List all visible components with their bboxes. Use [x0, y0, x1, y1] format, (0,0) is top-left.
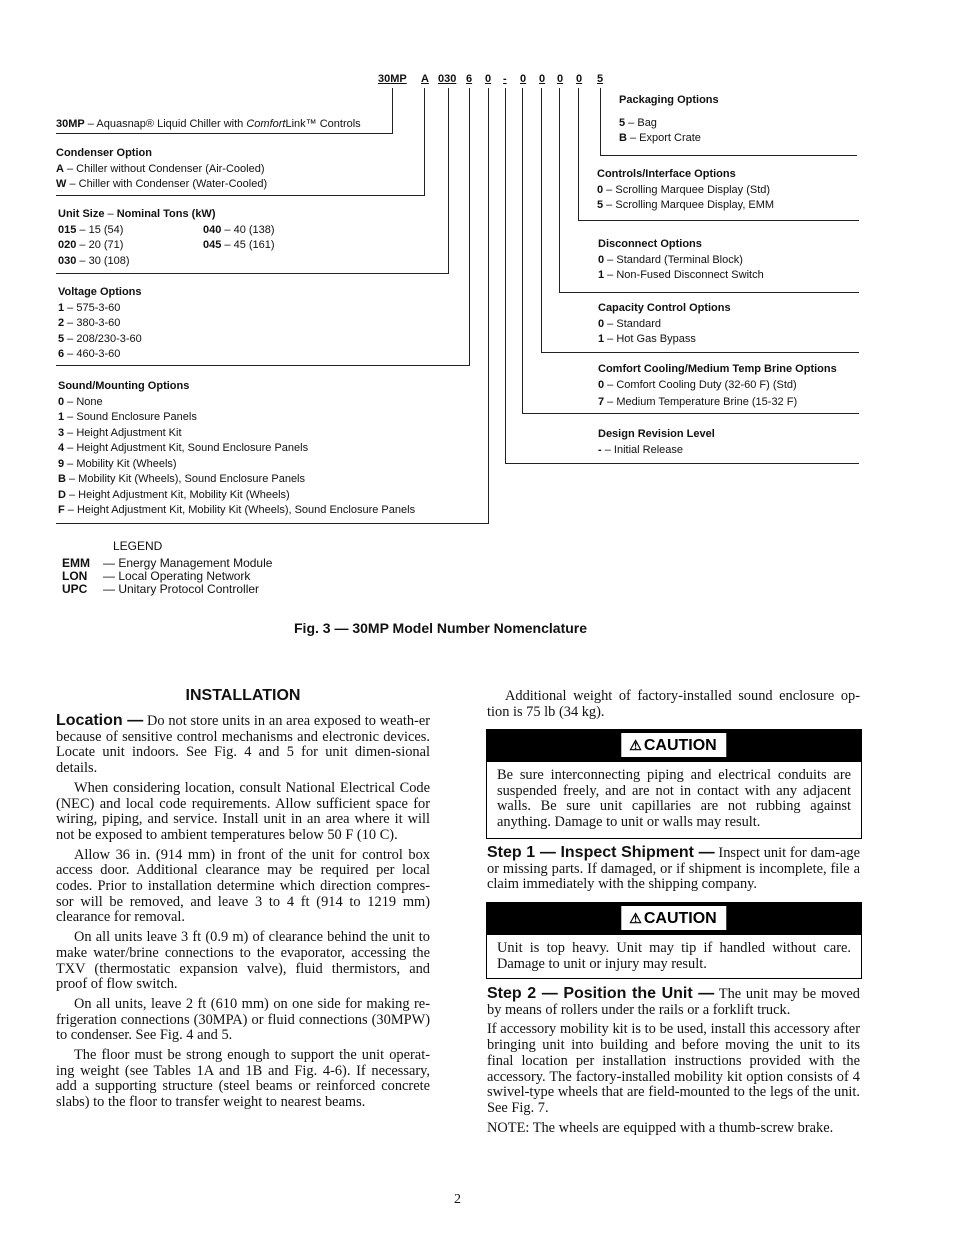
option-item: 020 – 20 (71) [58, 239, 124, 251]
code-condenser: A [421, 73, 429, 85]
warning-icon: ⚠ [629, 910, 642, 926]
leader-line [488, 88, 489, 524]
caution-box [486, 729, 862, 839]
body-paragraph: On all units leave 3 ft (0.9 m) of clearance behind the unit to make water/brine connections to the evaporator, accessing the TXV (thermostatic expansion valve), fluid thermistors, and proof of flow switch. [56, 929, 430, 993]
code-capacity: 0 [539, 73, 546, 85]
controls-title: Controls/Interface Options [597, 168, 736, 180]
body-paragraph: Allow 36 in. (914 mm) in front of the unit for control box access door. Additional clearance may be required per local codes. Prior to installation determine which direction compres-sor will be removed, and leave 3 to 4 ft (914 to 1219 mm) clearance for removal. [56, 846, 430, 926]
option-item: 9 – Mobility Kit (Wheels) [58, 457, 177, 470]
figure-caption: Fig. 3 — 30MP Model Number Nomenclature [294, 620, 588, 636]
leader-line [424, 88, 425, 196]
divider-line [56, 195, 425, 196]
legend-item: LON — Local Operating Network [62, 569, 251, 583]
location-heading: Location — [56, 712, 144, 729]
step1-heading: Step 1 — Inspect Shipment — [487, 844, 715, 861]
code-brine: 0 [520, 73, 527, 85]
installation-right-column [487, 689, 860, 724]
warning-icon: ⚠ [629, 737, 642, 753]
page-number: 2 [454, 1192, 461, 1207]
unit-size-right-column [203, 223, 275, 254]
step1-text: Inspect unit for dam-age or missing parts. If damaged, or if shipment is incomplete, file a claim immediately with the shipping company. [487, 845, 861, 893]
installation-left-column [56, 687, 430, 1115]
series-text: – Aquasnap® Liquid Chiller with [84, 118, 247, 130]
condenser-options [56, 146, 267, 193]
note-paragraph: NOTE: The wheels are equipped with a thumb-screw brake. [487, 1119, 834, 1136]
code-disconnect: 0 [557, 73, 564, 85]
packaging-options [619, 93, 719, 147]
brine-title: Comfort Cooling/Medium Temp Brine Options [598, 363, 837, 375]
option-item: 4 – Height Adjustment Kit, Sound Enclosure Panels [58, 442, 309, 454]
option-item: 2 – 380-3-60 [58, 317, 121, 329]
brine-options [598, 362, 837, 411]
packaging-title: Packaging Options [619, 94, 719, 106]
sound-title: Sound/Mounting Options [58, 380, 190, 392]
caution-label: ⚠ CAUTION [621, 733, 726, 757]
caution-text: Be sure interconnecting piping and electrical conduits are suspended freely, and are not in contact with any adjacent walls. Be sure unit capillaries are not rubbing against anything. Damage to unit or walls may result. [497, 767, 851, 831]
option-item: 7 – Medium Temperature Brine (15-32 F) [598, 396, 798, 408]
leader-line [448, 88, 449, 274]
option-item: 0 – Comfort Cooling Duty (32-60 F) (Std) [598, 378, 797, 391]
option-item: A – Chiller without Condenser (Air-Cooled) [56, 162, 265, 175]
unit-size-title: Unit Size – Nominal Tons (kW) [58, 208, 216, 220]
option-item: 015 – 15 (54) [58, 223, 124, 236]
step1-paragraph [487, 845, 860, 893]
leader-line [559, 88, 560, 293]
option-item: 1 – Hot Gas Bypass [598, 333, 696, 345]
option-item: - – Initial Release [598, 443, 683, 456]
leader-line [505, 88, 506, 464]
leader-line [392, 88, 393, 134]
divider-line [56, 273, 449, 274]
option-item: B – Mobility Kit (Wheels), Sound Enclosure Panels [58, 473, 306, 485]
code-series: 30MP [378, 73, 407, 85]
step1-block [487, 845, 860, 897]
disconnect-options [598, 237, 764, 284]
option-item: 0 – Standard (Terminal Block) [598, 253, 743, 266]
option-item: 5 – 208/230-3-60 [58, 332, 142, 345]
option-item: 045 – 45 (161) [203, 239, 275, 251]
option-item: 1 – Non-Fused Disconnect Switch [598, 269, 764, 281]
leader-line [600, 88, 601, 156]
code-dash: - [503, 73, 507, 85]
leader-line [469, 88, 470, 366]
code-packaging: 5 [597, 73, 604, 85]
option-item: 3 – Height Adjustment Kit [58, 426, 182, 439]
caution-header [487, 903, 861, 935]
option-item: 1 – Sound Enclosure Panels [58, 411, 197, 423]
body-paragraph: On all units, leave 2 ft (610 mm) on one side for making re-frigeration connections (30MPA) or fluid connections (30MPW) to condenser. See Fig. 4 and 5. [56, 995, 430, 1044]
legend [62, 540, 272, 596]
step2-paragraph [487, 986, 860, 1018]
body-paragraph: The floor must be strong enough to support the unit operat-ing weight (see Tables 1A and 1B and Fig. 4-6). If necessary, add a supporting structure (steel beams or reinforced concrete slabs) to the floor to transfer weight to nearest beams. [56, 1047, 430, 1111]
divider-line [541, 352, 859, 353]
series-code: 30MP [56, 118, 85, 130]
option-item: F – Height Adjustment Kit, Mobility Kit (Wheels), Sound Enclosure Panels [58, 504, 416, 516]
design-title: Design Revision Level [598, 428, 715, 440]
step2-block [487, 986, 860, 1140]
sound-mounting-options [58, 379, 415, 519]
installation-heading: INSTALLATION [185, 687, 301, 704]
option-item: 0 – Scrolling Marquee Display (Std) [597, 183, 771, 196]
option-item: 0 – None [58, 395, 103, 408]
divider-line [56, 523, 489, 524]
legend-item: UPC — Unitary Protocol Controller [62, 582, 260, 596]
capacity-title: Capacity Control Options [598, 302, 731, 314]
caution-header [487, 730, 861, 762]
legend-item: EMM — Energy Management Module [62, 556, 273, 570]
divider-line [559, 292, 859, 293]
body-paragraph: Additional weight of factory-installed sound enclosure op-tion is 75 lb (34 kg). [487, 688, 860, 720]
controls-options [597, 167, 774, 214]
code-voltage: 6 [466, 73, 473, 85]
divider-line [56, 365, 470, 366]
option-item: 030 – 30 (108) [58, 254, 130, 267]
option-item: D – Height Adjustment Kit, Mobility Kit (Wheels) [58, 488, 290, 501]
unit-size-left-column [58, 223, 130, 270]
option-item: 5 – Bag [619, 116, 657, 129]
series-italic: Comfort [246, 118, 286, 130]
divider-line [578, 220, 859, 221]
body-paragraph: When considering location, consult National Electrical Code (NEC) and local code requirements. Allow sufficient space for wiring, piping, and service. Install unit in an area where it will not be exposed to ambient temperatures below 50 F (10 C). [56, 779, 430, 843]
caution-box [486, 902, 862, 979]
location-text: Do not store units in an area exposed to weath-er because of sensitive control mechanisms and electronic devices. Locate unit indoors. See Fig. 4 and 5 for unit dimen-sional details. [56, 713, 431, 777]
code-controls: 0 [576, 73, 583, 85]
divider-line [56, 133, 393, 134]
location-paragraph [56, 713, 430, 777]
series-text-end: Link™ Controls [285, 118, 361, 130]
disconnect-title: Disconnect Options [598, 238, 702, 250]
option-item: 040 – 40 (138) [203, 223, 275, 236]
option-item: W – Chiller with Condenser (Water-Cooled) [56, 178, 268, 190]
capacity-options [598, 301, 731, 348]
legend-title: LEGEND [113, 539, 163, 553]
divider-line [505, 463, 859, 464]
voltage-options [58, 285, 142, 363]
unit-size-options [58, 207, 358, 269]
option-item: 6 – 460-3-60 [58, 348, 121, 360]
option-item: 0 – Standard [598, 317, 661, 330]
leader-line [578, 88, 579, 221]
caution-label: ⚠ CAUTION [621, 906, 726, 930]
step2-heading: Step 2 — Position the Unit — [487, 985, 715, 1002]
divider-line [522, 413, 859, 414]
step2-text: The unit may be moved by means of rollers under the rails or a forklift truck. [487, 986, 861, 1018]
leader-line [522, 88, 523, 414]
series-description [56, 117, 361, 133]
code-unit-size: 030 [438, 73, 457, 85]
option-item: B – Export Crate [619, 132, 701, 144]
design-revision [598, 427, 715, 458]
body-paragraph: If accessory mobility kit is to be used, install this accessory after bringing unit into building and before moving the unit to its final location per installation instructions provided with the accessory. The factory-installed mobility kit option consists of 4 swivel-type wheels that are field-mounted to the legs of the unit. See Fig. 7. [487, 1021, 860, 1116]
leader-line [541, 88, 542, 353]
code-sound: 0 [485, 73, 492, 85]
option-item: 5 – Scrolling Marquee Display, EMM [597, 199, 775, 211]
voltage-title: Voltage Options [58, 286, 142, 298]
option-item: 1 – 575-3-60 [58, 301, 121, 314]
divider-line [600, 155, 857, 156]
condenser-title: Condenser Option [56, 147, 152, 159]
caution-text: Unit is top heavy. Unit may tip if handled without care. Damage to unit or injury may result. [497, 940, 851, 972]
